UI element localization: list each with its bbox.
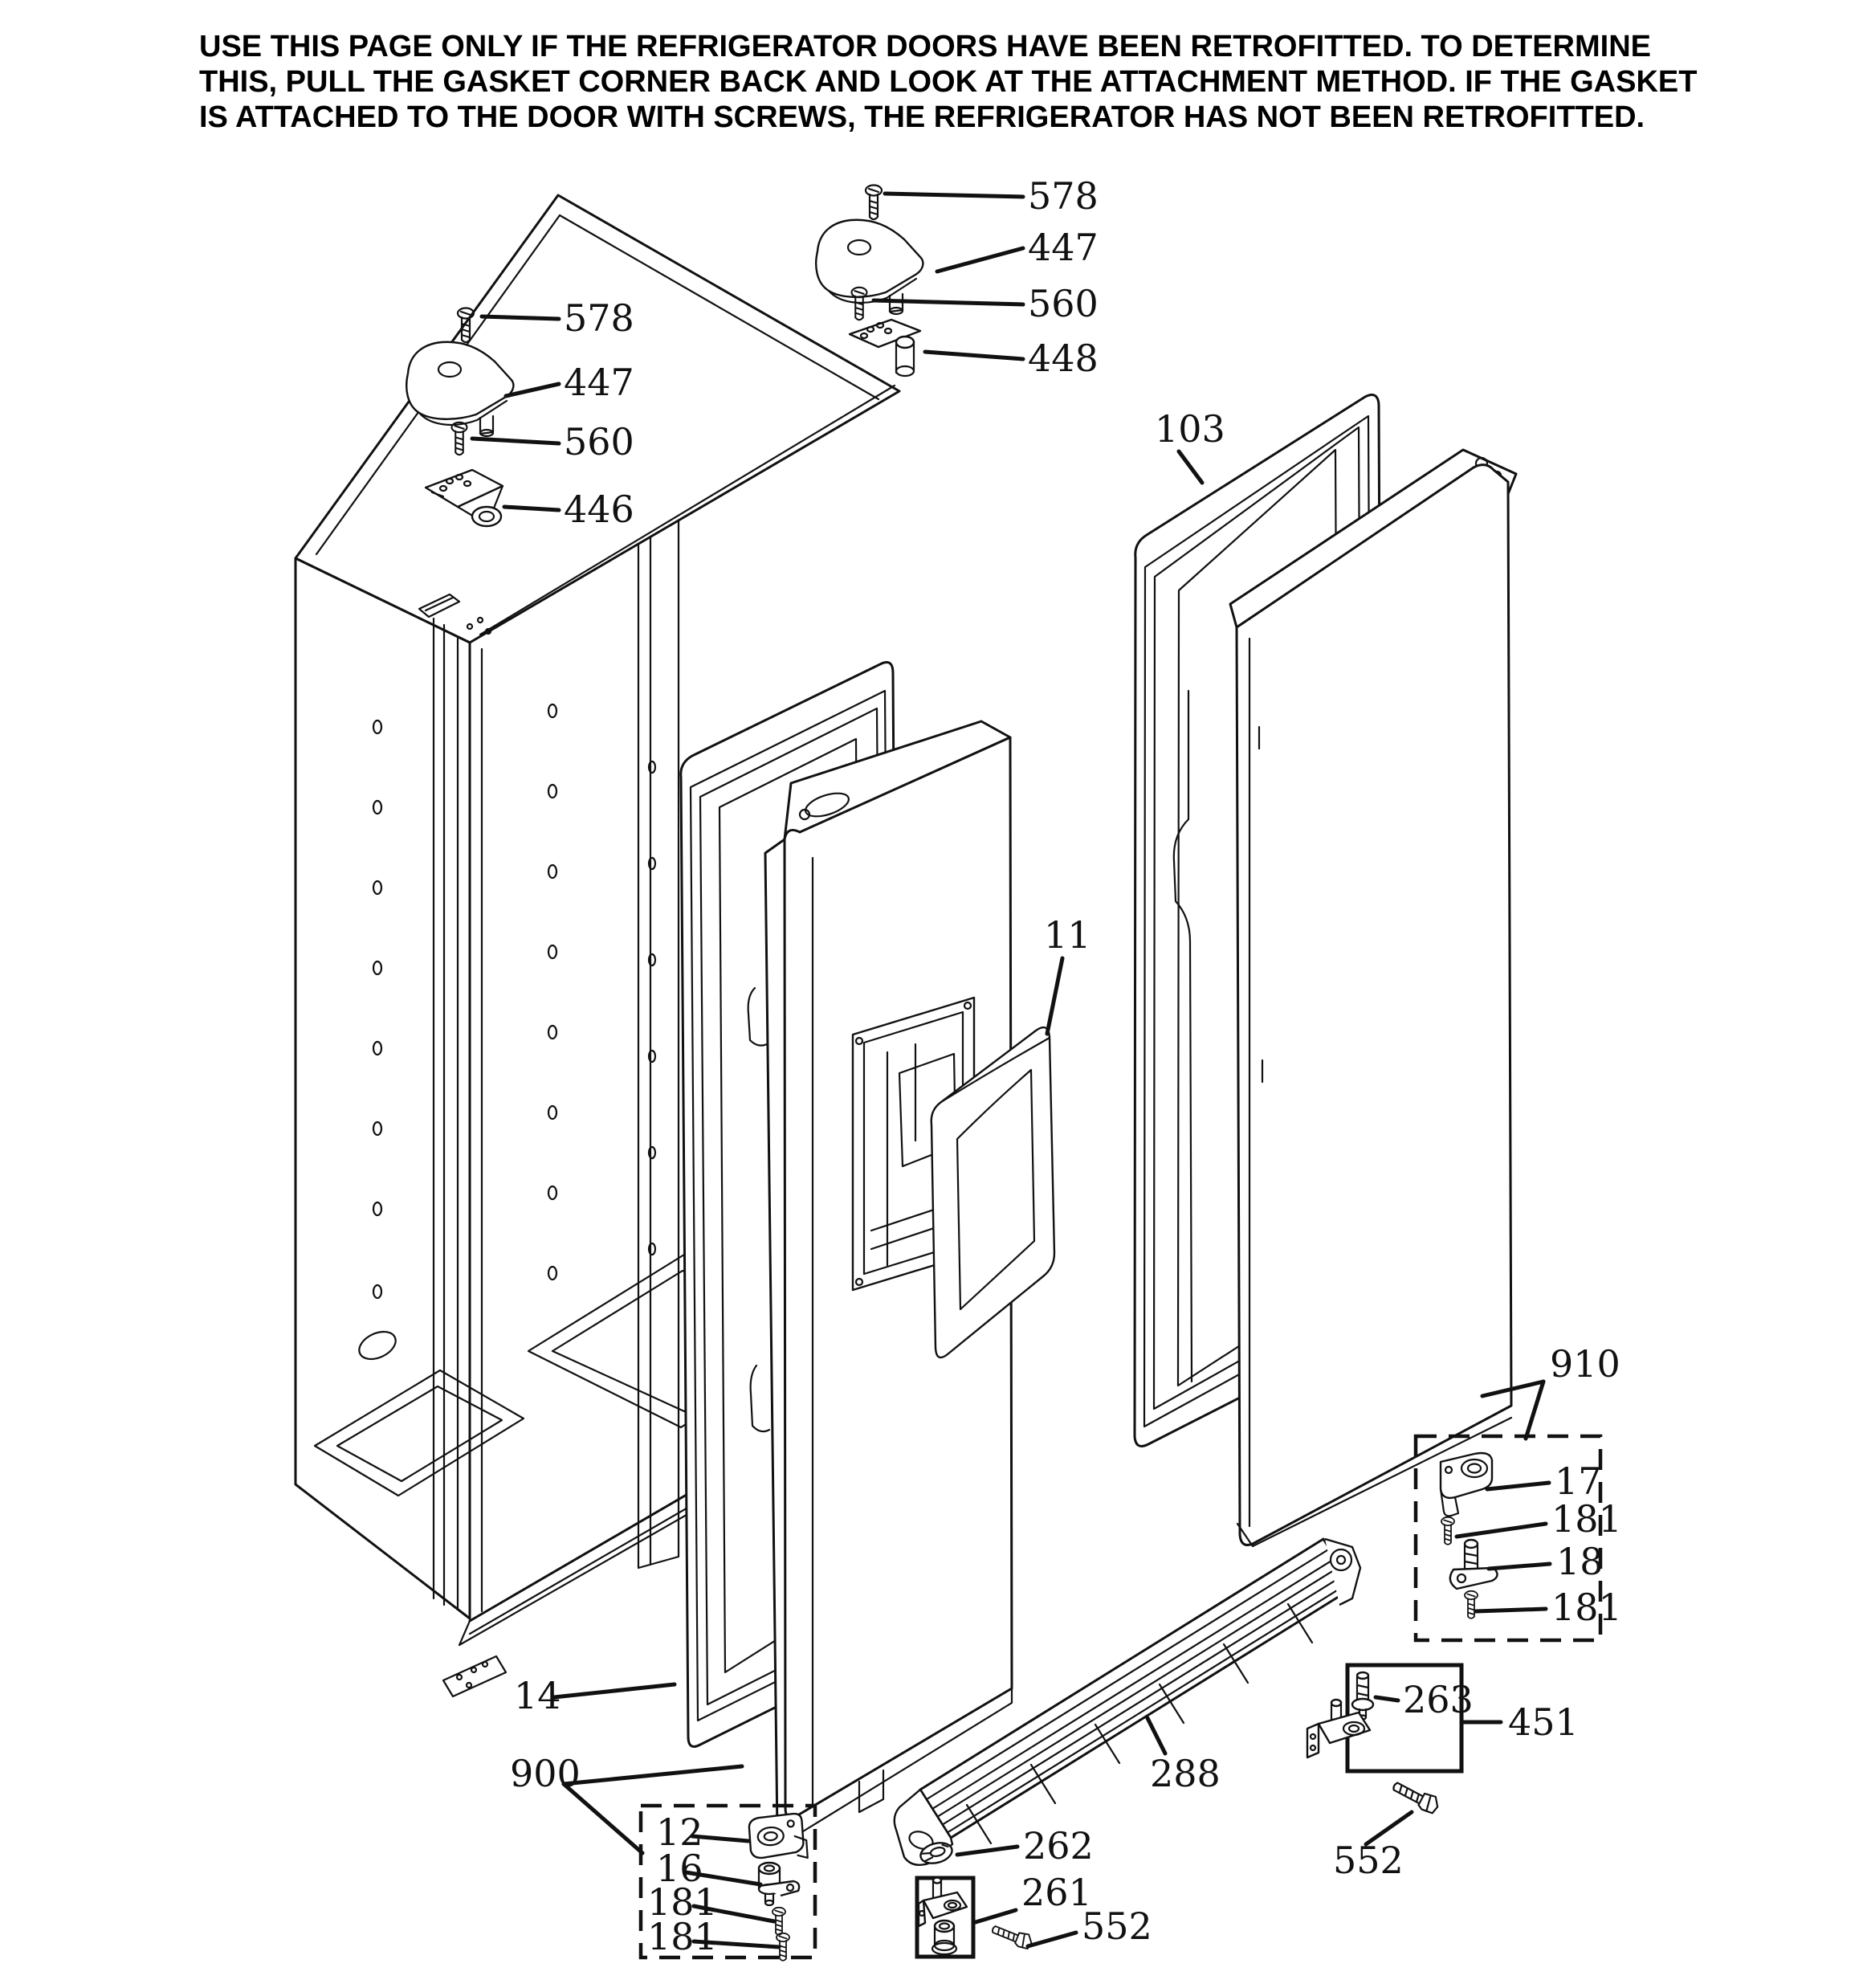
callout-560: 560 [1028,282,1099,325]
hinge-pin-18-icon [1450,1540,1498,1589]
leader-line-288 [1148,1718,1165,1753]
leader-line-261 [976,1910,1016,1922]
cabinet-top-face [296,195,899,643]
callout-560: 560 [564,420,634,463]
leader-line-11 [1047,958,1062,1034]
callout-12: 12 [656,1810,703,1854]
leader-line-552 [1028,1933,1076,1946]
callout-181: 181 [1551,1586,1622,1629]
screw-181-icon [1465,1591,1478,1619]
leader-line-560 [874,300,1023,304]
callout-263: 263 [1403,1678,1474,1721]
freezer-door-front-face [1237,465,1511,1545]
callout-181: 181 [647,1880,718,1924]
callout-900: 900 [510,1752,581,1795]
callout-181: 181 [647,1915,718,1958]
screw-181-icon [1441,1517,1454,1545]
bushing-16-icon [759,1863,799,1905]
leader-line-910 [1526,1382,1543,1439]
header-line-3: IS ATTACHED TO THE DOOR WITH SCREWS, THE REFRIGERATOR HAS NOT BEEN RETROFITTED. [199,100,1645,134]
cabinet-center-divider [638,521,679,1568]
callout-448: 448 [1028,337,1099,380]
header-line-2: THIS, PULL THE GASKET CORNER BACK AND LOOK AT THE ATTACHMENT METHOD. IF THE GASKET [199,65,1698,99]
bushing-261-icon [932,1921,956,1954]
callout-11: 11 [1044,913,1091,957]
leader-line-448 [925,352,1023,359]
callout-578: 578 [564,296,634,340]
callout-447: 447 [564,361,634,404]
screw-578-icon [866,186,882,220]
leader-line-103 [1179,451,1202,483]
bolt-552-icon [1391,1777,1441,1815]
callout-552: 552 [1333,1839,1404,1882]
leader-line-18 [1489,1564,1550,1569]
callout-18: 18 [1556,1540,1604,1583]
callout-446: 446 [564,488,634,531]
leader-line-578 [482,316,559,319]
leader-line-263 [1376,1697,1398,1700]
callout-288: 288 [1150,1752,1221,1795]
leader-line-262 [957,1847,1017,1855]
leader-line-14 [554,1684,675,1697]
callout-578: 578 [1028,174,1099,218]
callout-16: 16 [656,1847,703,1890]
bracket-12-icon [748,1813,808,1862]
callout-17: 17 [1555,1459,1602,1503]
leader-line-447 [937,248,1023,271]
bracket-17-icon [1441,1453,1492,1516]
callout-14: 14 [514,1674,561,1717]
hinge-kit-261 [917,1878,973,1957]
callout-447: 447 [1028,226,1099,269]
callout-262: 262 [1023,1824,1094,1868]
pin-263-icon [1352,1672,1373,1720]
leader-line-578 [885,194,1023,197]
callout-261: 261 [1021,1871,1092,1914]
header-line-1: USE THIS PAGE ONLY IF THE REFRIGERATOR DOORS HAVE BEEN RETROFITTED. TO DETERMINE [199,30,1651,63]
leader-line-17 [1487,1483,1549,1489]
leader-line-900 [564,1766,742,1784]
callout-552: 552 [1082,1904,1152,1948]
leader-line-181 [1457,1524,1546,1537]
bracket-261-icon [919,1878,967,1927]
top-hinge-group-right [816,186,923,377]
callout-451: 451 [1508,1700,1579,1744]
callout-181: 181 [1551,1497,1622,1541]
leader-line-181 [1476,1609,1546,1611]
callout-910: 910 [1550,1342,1620,1386]
callout-103: 103 [1155,407,1225,451]
